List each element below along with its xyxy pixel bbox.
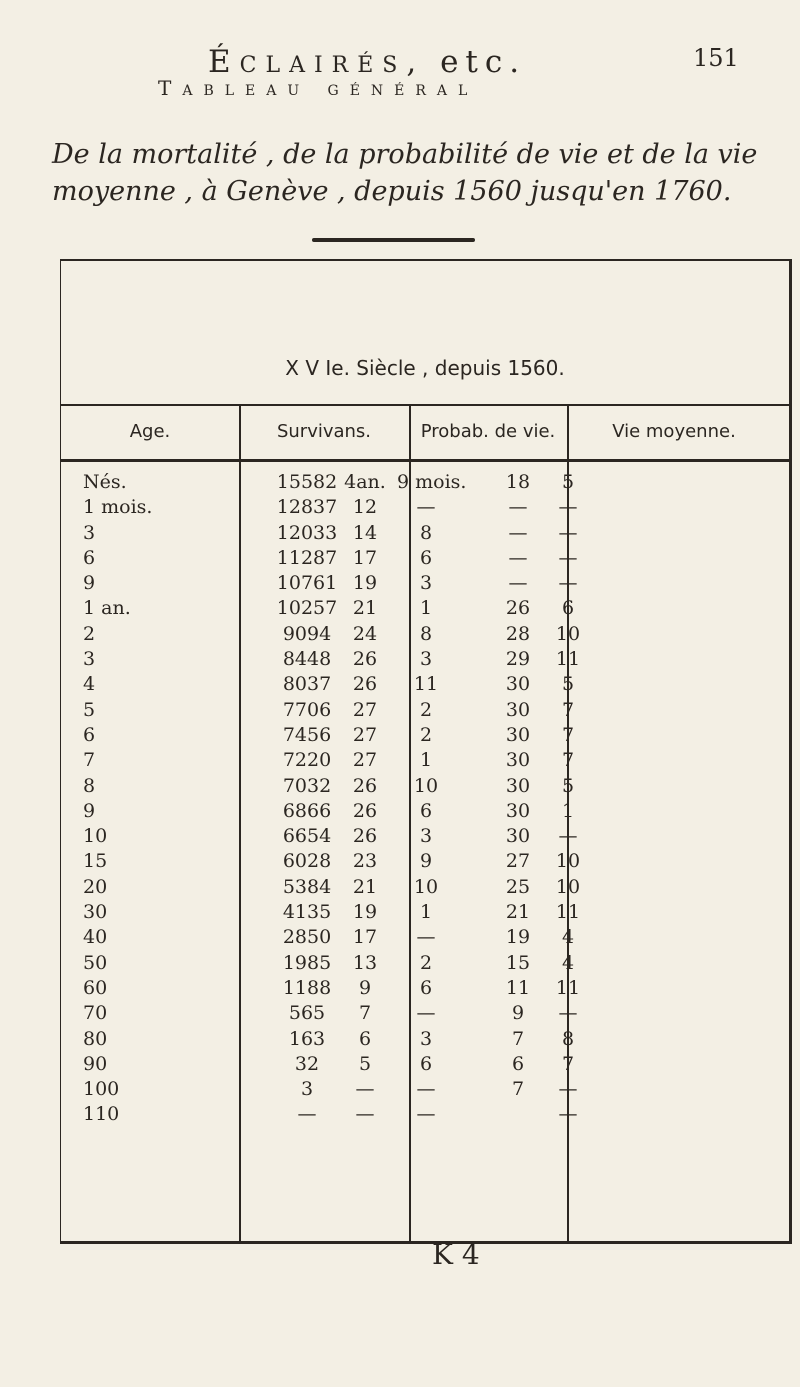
table-row [61, 698, 789, 723]
row-vie-months: 7 [561, 698, 575, 721]
row-vie-months: 5 [561, 673, 575, 696]
row-vie-years: — [508, 521, 528, 544]
row-survivans: 11287 [276, 546, 338, 569]
row-survivans: 7706 [282, 698, 332, 721]
row-prob-months: 1 [419, 597, 433, 620]
table-row [61, 925, 789, 950]
row-survivans: 8037 [282, 673, 332, 696]
row-age: Nés. [83, 471, 127, 493]
row-prob-months: 2 [419, 723, 433, 746]
row-prob-years: 17 [352, 926, 378, 949]
table-row [61, 723, 789, 748]
row-prob-years: 14 [352, 521, 378, 544]
row-survivans: 565 [288, 1002, 326, 1025]
row-age: 90 [83, 1052, 108, 1075]
table-row [61, 774, 789, 799]
row-prob-years: 26 [352, 825, 378, 848]
row-prob-years: — [355, 1078, 375, 1101]
row-prob-months: 2 [419, 698, 433, 721]
row-survivans: 4135 [282, 901, 332, 924]
row-prob-months: 10 [413, 774, 439, 797]
row-prob-months: 6 [419, 1052, 433, 1075]
row-prob-months: — [416, 926, 436, 949]
row-survivans: 6028 [282, 850, 332, 873]
table-title: Tableau général [158, 76, 479, 100]
row-prob-months: 3 [419, 825, 433, 848]
row-survivans: 15582 [276, 471, 338, 493]
row-prob-years: 4an. [344, 471, 386, 493]
row-vie-years: 7 [511, 1078, 525, 1101]
row-vie-years: 25 [505, 875, 531, 898]
row-prob-months: 3 [419, 572, 433, 595]
row-age: 6 [83, 546, 96, 569]
column-header-probabilite: Probab. de vie. [420, 421, 556, 442]
row-survivans: 6654 [282, 825, 332, 848]
row-survivans: — [297, 1103, 317, 1126]
row-prob-years: 7 [358, 1002, 372, 1025]
row-vie-years: 11 [505, 976, 531, 999]
row-survivans: 5384 [282, 875, 332, 898]
table-row [61, 470, 789, 495]
row-age: 7 [83, 749, 96, 772]
row-survivans: 7456 [282, 723, 332, 746]
century-title: X V Ie. Siècle , depuis 1560. [285, 356, 565, 380]
row-prob-years: 26 [352, 673, 378, 696]
row-survivans: 8448 [282, 648, 332, 671]
row-survivans: 7220 [282, 749, 332, 772]
row-prob-years: 9 [358, 976, 372, 999]
row-vie-years: 28 [505, 622, 531, 645]
table-row [61, 546, 789, 571]
row-survivans: 12033 [276, 521, 338, 544]
row-vie-months: 7 [561, 723, 575, 746]
row-vie-months: 1 [561, 799, 575, 822]
row-vie-months: — [558, 546, 578, 569]
row-vie-years: 26 [505, 597, 531, 620]
row-age: 30 [83, 901, 108, 924]
row-vie-years: 27 [505, 850, 531, 873]
row-prob-months: 3 [419, 1027, 433, 1050]
row-vie-years: 29 [505, 648, 531, 671]
running-head-rest: , etc. [406, 44, 527, 80]
mortality-table [60, 259, 792, 1244]
row-prob-years: 27 [352, 698, 378, 721]
table-row [61, 1027, 789, 1052]
row-prob-years: 12 [352, 496, 378, 519]
row-survivans: 3 [300, 1078, 314, 1101]
row-vie-months: 8 [561, 1027, 575, 1050]
row-prob-months: 8 [419, 622, 433, 645]
row-vie-years: 30 [505, 723, 531, 746]
row-vie-months: 7 [561, 1052, 575, 1075]
table-row [61, 622, 789, 647]
row-age: 10 [83, 825, 108, 848]
row-age: 5 [83, 698, 96, 721]
row-vie-months: 10 [555, 875, 581, 898]
row-vie-months: 4 [561, 926, 575, 949]
table-row [61, 1102, 789, 1127]
row-survivans: 6866 [282, 799, 332, 822]
row-prob-years: 6 [358, 1027, 372, 1050]
row-vie-months: 11 [555, 901, 581, 924]
row-vie-years: 15 [505, 951, 531, 974]
row-vie-months: — [558, 1103, 578, 1126]
table-rule-header [61, 459, 789, 462]
row-prob-years: 26 [352, 774, 378, 797]
table-row [61, 1077, 789, 1102]
row-age: 100 [83, 1078, 120, 1101]
table-row [61, 521, 789, 546]
row-prob-months: 2 [419, 951, 433, 974]
table-row [61, 976, 789, 1001]
column-header-age: Age. [129, 421, 171, 442]
row-prob-months: — [416, 1078, 436, 1101]
row-prob-years: 26 [352, 648, 378, 671]
row-vie-months: 6 [561, 597, 575, 620]
row-vie-months: — [558, 496, 578, 519]
row-prob-months: — [416, 496, 436, 519]
row-age: 9 [83, 572, 96, 595]
row-age: 50 [83, 951, 108, 974]
row-survivans: 7032 [282, 774, 332, 797]
table-row [61, 672, 789, 697]
row-vie-months: 5 [561, 471, 575, 493]
decorative-rule [312, 238, 475, 242]
row-vie-years: 30 [505, 749, 531, 772]
table-row [61, 571, 789, 596]
row-prob-years: — [355, 1103, 375, 1126]
row-prob-months: 1 [419, 749, 433, 772]
row-vie-years: 19 [505, 926, 531, 949]
column-header-vie-moyenne: Vie moyenne. [612, 421, 736, 442]
row-age: 60 [83, 976, 108, 999]
row-prob-years: 21 [352, 597, 378, 620]
row-prob-years: 27 [352, 749, 378, 772]
row-age: 1 an. [83, 597, 131, 620]
row-prob-months: 3 [419, 648, 433, 671]
row-prob-months: 9 [419, 850, 433, 873]
table-row [61, 748, 789, 773]
row-prob-years: 17 [352, 546, 378, 569]
row-survivans: 1188 [282, 976, 332, 999]
signature-mark: K 4 [432, 1238, 480, 1271]
row-survivans: 10257 [276, 597, 338, 620]
row-survivans: 163 [288, 1027, 326, 1050]
row-prob-months: 11 [413, 673, 439, 696]
table-row [61, 495, 789, 520]
row-age: 70 [83, 1002, 108, 1025]
row-prob-months: 6 [419, 976, 433, 999]
row-prob-years: 21 [352, 875, 378, 898]
row-vie-months: 7 [561, 749, 575, 772]
row-age: 3 [83, 648, 96, 671]
row-prob-months: 6 [419, 546, 433, 569]
table-body [61, 470, 789, 1128]
row-age: 4 [83, 673, 96, 696]
table-row [61, 951, 789, 976]
table-row [61, 849, 789, 874]
row-vie-years: 30 [505, 673, 531, 696]
row-prob-months: — [416, 1002, 436, 1025]
row-prob-years: 23 [352, 850, 378, 873]
table-row [61, 875, 789, 900]
row-vie-months: 11 [555, 648, 581, 671]
row-age: 40 [83, 926, 108, 949]
row-vie-years: 30 [505, 698, 531, 721]
row-age: 1 mois. [83, 496, 153, 519]
row-prob-years: 24 [352, 622, 378, 645]
row-age: 15 [83, 850, 108, 873]
subtitle: De la mortalité , de la probabilité de vie et de la vie moyenne , à Genève , depuis 1560 jusqu'en 1760. [52, 139, 758, 207]
row-age: 110 [83, 1103, 120, 1126]
page-number: 151 [693, 44, 739, 72]
row-prob-years: 19 [352, 572, 378, 595]
row-prob-months: — [416, 1103, 436, 1126]
row-vie-months: 11 [555, 976, 581, 999]
row-age: 2 [83, 622, 96, 645]
row-vie-years: 9 [511, 1002, 525, 1025]
row-prob-years: 19 [352, 901, 378, 924]
row-age: 3 [83, 521, 96, 544]
row-prob-years: 13 [352, 951, 378, 974]
row-vie-years: 21 [505, 901, 531, 924]
row-vie-years: 18 [505, 471, 531, 493]
table-row [61, 799, 789, 824]
running-head [208, 44, 526, 80]
row-vie-months: — [558, 825, 578, 848]
row-survivans: 2850 [282, 926, 332, 949]
row-vie-years: 6 [511, 1052, 525, 1075]
row-prob-months: 10 [413, 875, 439, 898]
row-vie-months: 10 [555, 622, 581, 645]
row-vie-months: — [558, 1002, 578, 1025]
row-prob-months: 1 [419, 901, 433, 924]
row-survivans: 12837 [276, 496, 338, 519]
row-vie-months: — [558, 572, 578, 595]
table-row [61, 824, 789, 849]
row-survivans: 1985 [282, 951, 332, 974]
row-prob-months: 8 [419, 521, 433, 544]
row-vie-months: — [558, 1078, 578, 1101]
row-vie-years: — [508, 496, 528, 519]
row-prob-months: 9 mois. [397, 471, 467, 493]
row-vie-months: 4 [561, 951, 575, 974]
row-survivans: 32 [294, 1052, 320, 1075]
table-row [61, 596, 789, 621]
row-age: 20 [83, 875, 108, 898]
row-vie-years: 30 [505, 774, 531, 797]
row-vie-months: 10 [555, 850, 581, 873]
row-survivans: 10761 [276, 572, 338, 595]
row-vie-months: — [558, 521, 578, 544]
table-row [61, 900, 789, 925]
row-vie-years: 7 [511, 1027, 525, 1050]
row-age: 80 [83, 1027, 108, 1050]
column-header-survivans: Survivans. [276, 421, 372, 442]
row-vie-years: — [508, 572, 528, 595]
row-vie-years: — [508, 546, 528, 569]
row-age: 8 [83, 774, 96, 797]
row-prob-years: 27 [352, 723, 378, 746]
table-row [61, 647, 789, 672]
column-headers [61, 406, 789, 459]
row-prob-years: 5 [358, 1052, 372, 1075]
row-prob-years: 26 [352, 799, 378, 822]
row-vie-months: 5 [561, 774, 575, 797]
row-age: 9 [83, 799, 96, 822]
row-vie-years: 30 [505, 799, 531, 822]
running-head-caps: Éclairés [208, 44, 407, 80]
row-vie-years: 30 [505, 825, 531, 848]
row-age: 6 [83, 723, 96, 746]
table-row [61, 1052, 789, 1077]
table-row [61, 1001, 789, 1026]
row-prob-months: 6 [419, 799, 433, 822]
row-survivans: 9094 [282, 622, 332, 645]
